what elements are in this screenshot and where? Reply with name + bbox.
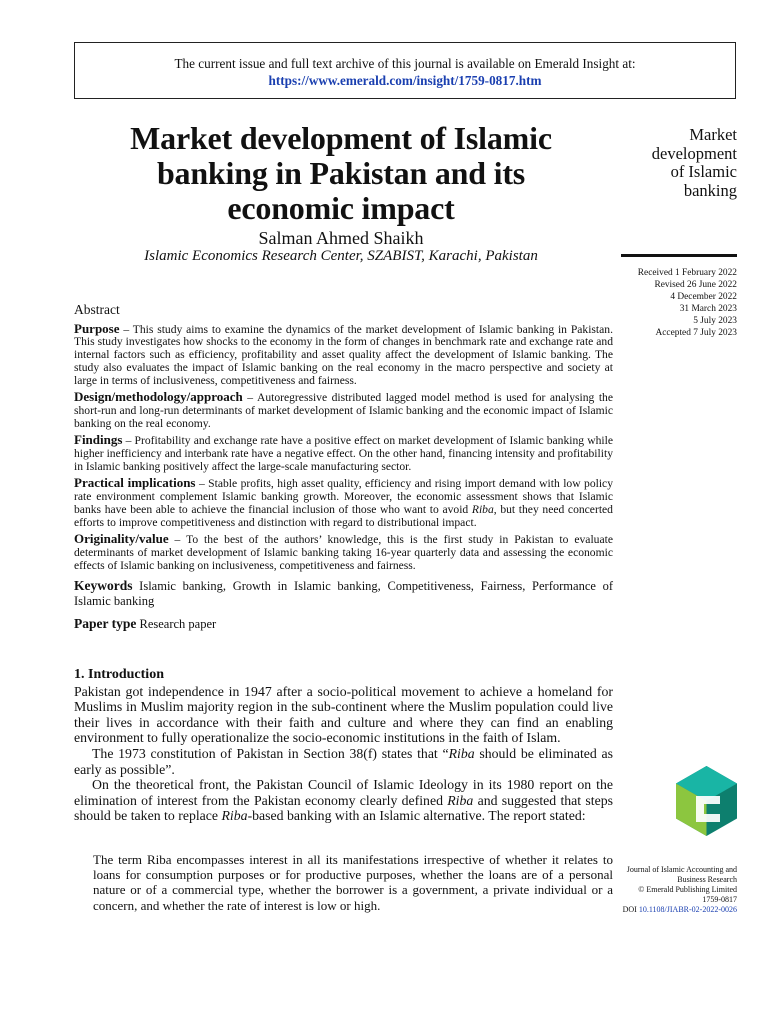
date-accepted: Accepted 7 July 2023: [655, 328, 737, 338]
running-head-line: banking: [683, 180, 737, 200]
section-text: – This study aims to examine the dynamics of the market development of Islamic banking in Pakistan. This study investigates how shocks to the economy in the form of changes in benchmark rate and exchange rate and internal factors such as efficiency, profitability and asset quality affect the development of Islamic banking. The study also evaluates the impact of Islamic banking on the real economy in the macro perspective and society at large in terms of inclusiveness, competitiveness and fairness.: [74, 322, 613, 387]
issn: 1759-0817: [702, 895, 737, 904]
section-label: Purpose: [74, 320, 120, 336]
section-label: Practical implications: [74, 475, 196, 491]
keywords-text: Islamic banking, Growth in Islamic banking, Competitiveness, Fairness, Performance of Islamic banking: [74, 579, 613, 609]
doi-line: [617, 905, 737, 915]
keywords: [74, 578, 613, 609]
abstract-design: [74, 391, 613, 430]
running-head-line: development: [651, 143, 737, 163]
riba-term: Riba: [471, 502, 494, 516]
journal-archive-banner: [74, 42, 736, 99]
author-name: Salman Ahmed Shaikh: [258, 228, 424, 248]
running-head: [607, 126, 737, 200]
section-text: – Stable profits, high asset quality, efficiency and rising import demand with low policy rate environment complement Islamic banking growth. Moreover, the economic assessment shows that Islamic banks have been able to achieve the financial inclusion of those who want to avoid: [74, 477, 614, 516]
journal-link[interactable]: https://www.emerald.com/insight/1759-0817.htm: [268, 73, 542, 88]
paper-type-text: Research paper: [136, 617, 217, 632]
introduction: [74, 667, 613, 824]
intro-paragraph: Pakistan got independence in 1947 after a socio-political movement to achieve a homeland for Muslims in Muslim majority region in the sub-continent where the Muslim population could live their lives in accordance with their faith and culture and where they can find an enabling environment to fully operationalize the socio-economic institutions in the faith of Islam.: [74, 683, 613, 746]
riba-term: Riba: [447, 792, 474, 808]
keywords-label: Keywords: [74, 578, 133, 594]
date-revised: 5 July 2023: [693, 316, 737, 326]
riba-term: Riba: [221, 808, 248, 824]
title-line-3: economic impact: [227, 190, 455, 226]
riba-term: Riba: [448, 745, 475, 761]
author-affiliation: Islamic Economics Research Center, SZABIST, Karachi, Pakistan: [144, 248, 538, 264]
text: should be eliminated as early as possible”.: [74, 745, 613, 777]
running-head-line: of Islamic: [670, 162, 737, 181]
journal-name: Business Research: [677, 875, 737, 884]
title-line-2: banking in Pakistan and its: [156, 155, 526, 191]
intro-paragraph: [74, 746, 613, 777]
section-text: – To the best of the authors’ knowledge, this is the first study in Pakistan to evaluate determinants of market development of Islamic banking taking 16-year quarterly data and assessing the economic effects of Islamic banking on inclusiveness, competitiveness and fairness.: [74, 533, 613, 572]
text: and suggested that steps should be taken to replace: [74, 792, 613, 824]
date-received: Received 1 February 2022: [637, 268, 737, 278]
doi-label: DOI: [622, 905, 639, 914]
abstract-practical: [74, 477, 613, 529]
running-head-line: Market: [689, 125, 737, 144]
article-title: [74, 121, 608, 226]
margin-rule: [621, 254, 737, 257]
journal-name: Journal of Islamic Accounting and: [626, 865, 737, 874]
block-quote: The term Riba encompasses interest in all its manifestations irrespective of whether it relates to loans for consumption purposes or for productive purposes, whether the loans are of a personal nature or of a commercial type, whether the borrower is a government, a private individual or a concern, and whether the rate of interest is low or high.: [93, 852, 613, 913]
abstract-heading: Abstract: [74, 302, 120, 317]
emerald-logo-icon: [676, 766, 737, 836]
text: The 1973 constitution of Pakistan in Section 38(f) states that “: [92, 745, 449, 761]
section-text: – Autoregressive distributed lagged model method is used for analysing the short-run and long-run determinants of market development of Islamic banking and the economic impact of Islamic banking on the real economy.: [74, 391, 613, 430]
section-label: Findings: [74, 432, 123, 448]
publisher: © Emerald Publishing Limited: [638, 885, 737, 894]
doi-link[interactable]: 10.1108/JIABR-02-2022-0026: [638, 905, 737, 914]
section-label: Design/methodology/approach: [74, 389, 243, 405]
section-text: – Profitability and exchange rate have a positive effect on market development of Islamic banking while higher inefficiency and interbank rate have a negative effect. On the other hand, financing intensity and profitability in Islamic banking positively affect the large-scale manufacturing sector.: [74, 434, 613, 473]
introduction-heading: 1. Introduction: [74, 667, 164, 682]
banner-text: The current issue and full text archive of this journal is available on Emerald Insight at:: [174, 56, 636, 71]
text: -based banking with an Islamic alternative. The report stated:: [247, 808, 586, 824]
article-history: [638, 267, 737, 339]
abstract-purpose: [74, 320, 613, 388]
section-label: Originality/value: [74, 531, 169, 547]
date-revised: Revised 26 June 2022: [654, 280, 737, 290]
paper-type: [74, 618, 613, 631]
paper-type-label: Paper type: [74, 616, 137, 632]
intro-paragraph: [74, 777, 613, 824]
section-text: , but they need concerted efforts to improve competitiveness and distinction with regard to distributional impact.: [74, 502, 613, 529]
date-revised: 4 December 2022: [670, 292, 737, 302]
abstract: [74, 304, 613, 631]
abstract-findings: [74, 434, 613, 473]
text: On the theoretical front, the Pakistan Council of Islamic Ideology in its 1980 report on the elimination of interest from the Pakistan economy clearly defined: [74, 777, 613, 808]
abstract-originality: [74, 533, 613, 572]
journal-info: [617, 865, 737, 915]
title-line-1: Market development of Islamic: [130, 120, 552, 156]
date-revised: 31 March 2023: [679, 304, 737, 314]
